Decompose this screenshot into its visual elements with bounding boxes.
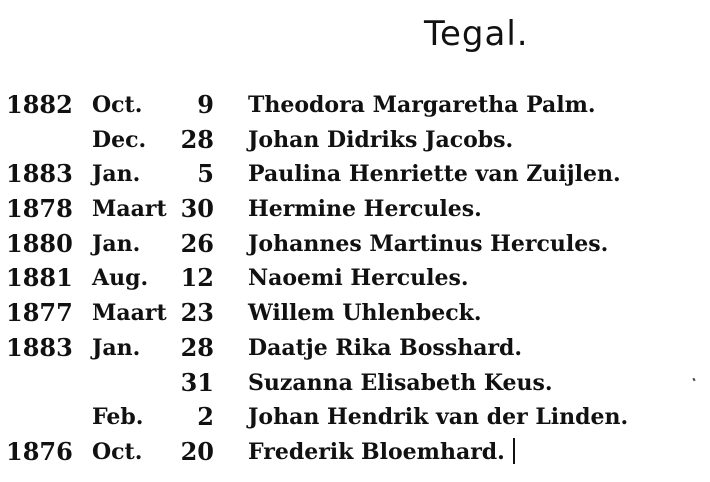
list-item xyxy=(0,296,710,331)
entry-year: 1877 xyxy=(6,298,73,328)
entry-name: Paulina Henriette van Zuijlen. xyxy=(248,161,621,188)
entry-year: 1883 xyxy=(6,332,73,362)
entry-day: 5 xyxy=(197,159,214,189)
entry-month: Feb. xyxy=(92,404,144,431)
page-title: Tegal. xyxy=(424,14,529,54)
entry-name: Frederik Bloemhard. xyxy=(248,438,505,465)
list-item xyxy=(0,435,710,470)
entry-month: Aug. xyxy=(92,265,149,292)
entry-year: 1876 xyxy=(6,436,73,466)
entry-day: 28 xyxy=(180,124,214,154)
entry-day: 12 xyxy=(180,263,214,293)
entry-name: Johannes Martinus Hercules. xyxy=(248,230,609,257)
entry-month: Jan. xyxy=(92,161,141,188)
entry-name: Naoemi Hercules. xyxy=(248,265,469,292)
entry-name: Hermine Hercules. xyxy=(248,196,482,223)
entry-name: Johan Didriks Jacobs. xyxy=(248,126,514,153)
entry-year: 1881 xyxy=(6,263,73,293)
entry-day: 2 xyxy=(197,402,214,432)
list-item xyxy=(0,331,710,366)
list-item xyxy=(0,366,710,401)
entry-year: 1882 xyxy=(6,90,73,119)
entry-month: Dec. xyxy=(92,126,147,153)
entry-year: 1878 xyxy=(6,194,73,224)
list-item xyxy=(0,261,710,296)
entry-name: Suzanna Elisabeth Keus. xyxy=(248,369,553,396)
entry-month: Oct. xyxy=(92,438,143,465)
list-item xyxy=(0,400,710,435)
entry-day: 20 xyxy=(180,436,214,466)
entry-day: 28 xyxy=(180,332,214,362)
entry-day: 31 xyxy=(180,367,214,397)
entry-month: Jan. xyxy=(92,230,141,257)
list-item xyxy=(0,88,710,123)
entry-day: 26 xyxy=(180,228,214,258)
entry-year: 1880 xyxy=(6,228,73,258)
list-item xyxy=(0,227,710,262)
entry-name: Daatje Rika Bosshard. xyxy=(248,334,523,361)
list-item xyxy=(0,123,710,158)
entry-day: 23 xyxy=(180,298,214,328)
entry-day: 9 xyxy=(197,90,214,119)
entry-day: 30 xyxy=(180,194,214,224)
entry-list xyxy=(0,88,710,470)
entry-month: Oct. xyxy=(92,92,143,118)
entry-year: 1883 xyxy=(6,159,73,189)
entry-name: Willem Uhlenbeck. xyxy=(248,300,482,327)
entry-name: Johan Hendrik van der Linden. xyxy=(248,404,629,431)
list-item xyxy=(0,157,710,192)
entry-month: Maart xyxy=(92,196,167,223)
list-item xyxy=(0,192,710,227)
entry-month: Maart xyxy=(92,300,167,327)
text-cursor xyxy=(513,438,515,464)
entry-name: Theodora Margaretha Palm. xyxy=(248,92,596,118)
entry-month: Jan. xyxy=(92,334,141,361)
